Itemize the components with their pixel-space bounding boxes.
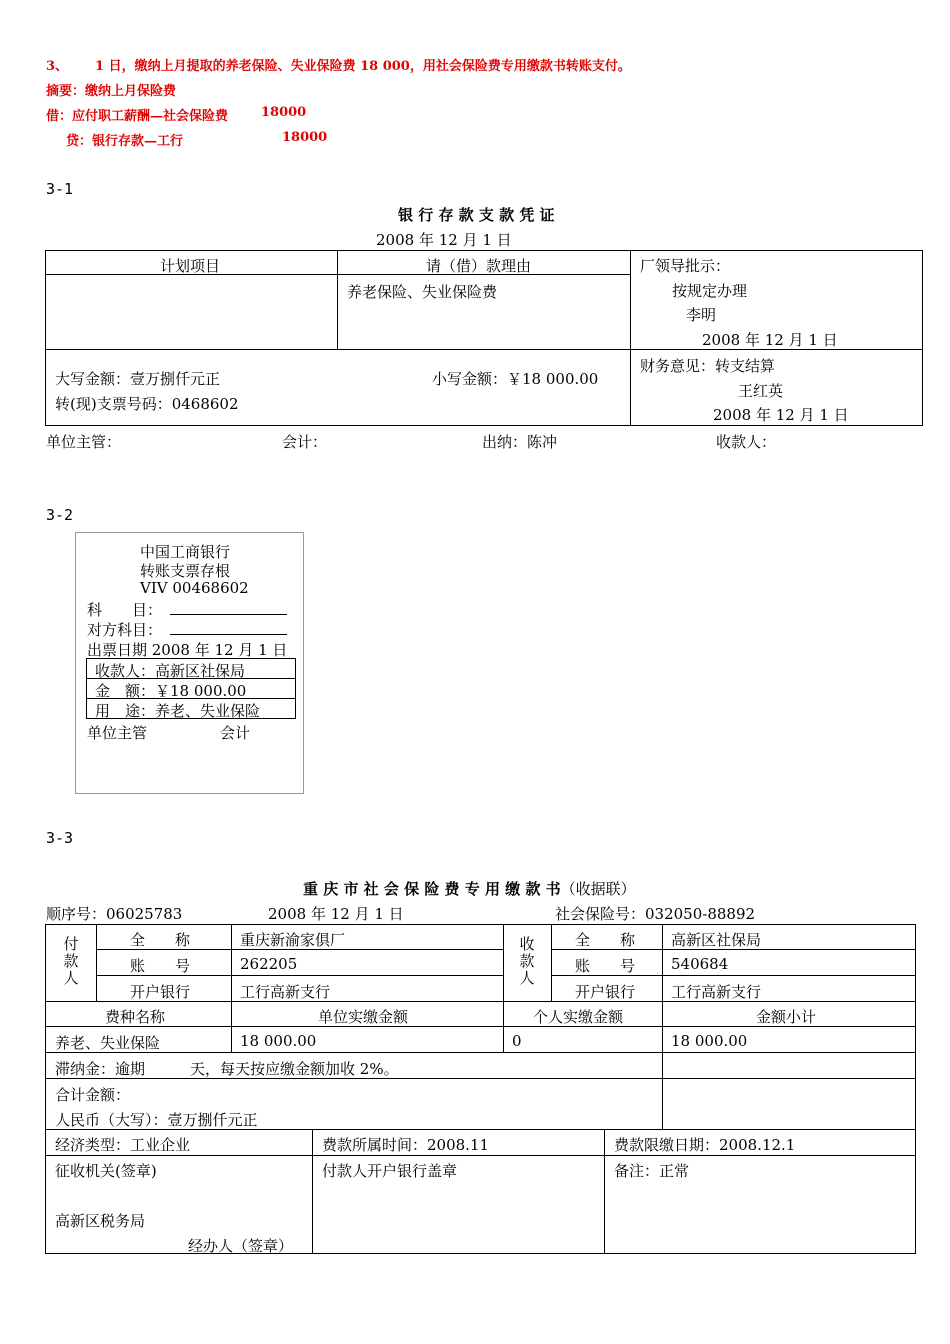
form-title-suffix: （收据联）	[560, 880, 636, 898]
entry-summary: 摘要：缴纳上月保险费	[46, 84, 177, 99]
entry-credit-label: 贷：银行存款—工行	[66, 134, 184, 149]
sequence-number: 顺序号：06025783	[46, 905, 183, 923]
payer-name-label: 全 称	[130, 931, 191, 949]
sig-payee: 收款人：	[716, 433, 777, 451]
voucher-title: 银 行 存 款 支 款 凭 证	[398, 206, 555, 224]
form-title-main: 重 庆 市 社 会 保 险 费 专 用 缴 款 书	[303, 880, 561, 898]
voucher-date: 2008 年 12 月 1 日	[376, 231, 512, 249]
handler-signature: 经办人（签章）	[188, 1237, 294, 1255]
approver: 李明	[686, 306, 717, 324]
stub-counter-subject: 对方科目：	[87, 621, 163, 639]
row-fee-type: 养老、失业保险	[55, 1034, 161, 1052]
approval-date: 2008 年 12 月 1 日	[702, 331, 838, 349]
entry-description: 1 日，缴纳上月提取的养老保险、失业保险费 18 000，用社会保险费专用缴款书转账支付。	[95, 59, 631, 74]
stub-purpose: 用 途：养老、失业保险	[95, 702, 261, 720]
payment-deadline: 费款限缴日期：2008.12.1	[614, 1136, 796, 1154]
stub-bank: 中国工商银行	[140, 543, 231, 561]
stub-sig-accountant: 会计	[220, 724, 251, 742]
sig-unit-head: 单位主管：	[46, 433, 122, 451]
entry-debit-label: 借：应付职工薪酬—社会保险费	[46, 109, 229, 124]
header-unit-amount: 单位实缴金额	[318, 1008, 409, 1026]
stub-amount: 金 额：￥18 000.00	[95, 682, 247, 700]
header-fee-type: 费种名称	[105, 1008, 166, 1026]
header-personal-amount: 个人实缴金额	[533, 1008, 624, 1026]
payer-bank-seal: 付款人开户银行盖章	[322, 1162, 458, 1180]
row-personal-amount: 0	[512, 1032, 522, 1050]
collecting-authority-name: 高新区税务局	[55, 1212, 146, 1230]
entry-number: 3、	[46, 59, 69, 74]
payee-account: 540684	[671, 955, 729, 973]
finance-opinion: 财务意见：转支结算	[640, 357, 776, 375]
economic-type: 经济类型：工业企业	[55, 1136, 191, 1154]
payee-bank: 工行高新支行	[671, 983, 762, 1001]
payee-name: 高新区社保局	[671, 931, 762, 949]
social-security-number: 社会保险号：032050-88892	[555, 905, 756, 923]
stub-sig-head: 单位主管	[87, 724, 148, 742]
col-plan-header: 计划项目	[160, 257, 221, 275]
col-reason-header: 请（借）款理由	[426, 257, 532, 275]
entry-credit-amount: 18000	[282, 130, 328, 145]
stub-title: 转账支票存根	[140, 562, 231, 580]
entry-debit-amount: 18000	[261, 105, 307, 120]
stub-subject: 科 目：	[87, 601, 163, 619]
payer-account: 262205	[240, 955, 298, 973]
reason-text: 养老保险、失业保险费	[347, 283, 498, 301]
section-label-3-3: 3-3	[46, 829, 74, 847]
payer-name: 重庆新渝家俱厂	[240, 931, 346, 949]
total-label: 合计金额：	[55, 1086, 131, 1104]
cheque-number: 转(现)支票号码：0468602	[55, 395, 239, 413]
remark: 备注：正常	[614, 1162, 690, 1180]
sig-accountant: 会计：	[282, 433, 328, 451]
row-unit-amount: 18 000.00	[240, 1032, 317, 1050]
amount-caps: 大写金额：壹万捌仟元正	[55, 370, 221, 388]
amount-small: 小写金额：￥18 000.00	[432, 370, 599, 388]
stub-issue-date: 出票日期 2008 年 12 月 1 日	[87, 641, 288, 659]
sig-cashier: 出纳：陈冲	[482, 433, 558, 451]
payer-bank-label: 开户银行	[130, 983, 191, 1001]
payer-label: 付 款 人	[63, 935, 79, 987]
finance-person: 王红英	[738, 382, 784, 400]
form-date: 2008 年 12 月 1 日	[268, 905, 404, 923]
approval-text: 按规定办理	[672, 282, 748, 300]
approval-label: 厂领导批示：	[640, 257, 731, 275]
row-subtotal: 18 000.00	[671, 1032, 748, 1050]
payer-bank: 工行高新支行	[240, 983, 331, 1001]
fee-period: 费款所属时间：2008.11	[322, 1136, 490, 1154]
finance-date: 2008 年 12 月 1 日	[713, 406, 849, 424]
section-label-3-1: 3-1	[46, 180, 74, 198]
stub-serial: VIV 00468602	[140, 579, 249, 597]
late-fee-note: 滞纳金：逾期 天，每天按应缴金额加收 2%。	[55, 1060, 399, 1078]
payee-account-label: 账 号	[575, 957, 636, 975]
payee-bank-label: 开户银行	[575, 983, 636, 1001]
total-caps: 人民币（大写）：壹万捌仟元正	[55, 1111, 258, 1129]
stub-payee: 收款人：高新区社保局	[95, 662, 246, 680]
payee-label: 收 款 人	[519, 935, 535, 987]
collecting-authority-label: 征收机关(签章)	[55, 1162, 157, 1180]
form-title	[303, 878, 636, 899]
section-label-3-2: 3-2	[46, 506, 74, 524]
payer-account-label: 账 号	[130, 957, 191, 975]
header-subtotal: 金额小计	[756, 1008, 817, 1026]
payee-name-label: 全 称	[575, 931, 636, 949]
